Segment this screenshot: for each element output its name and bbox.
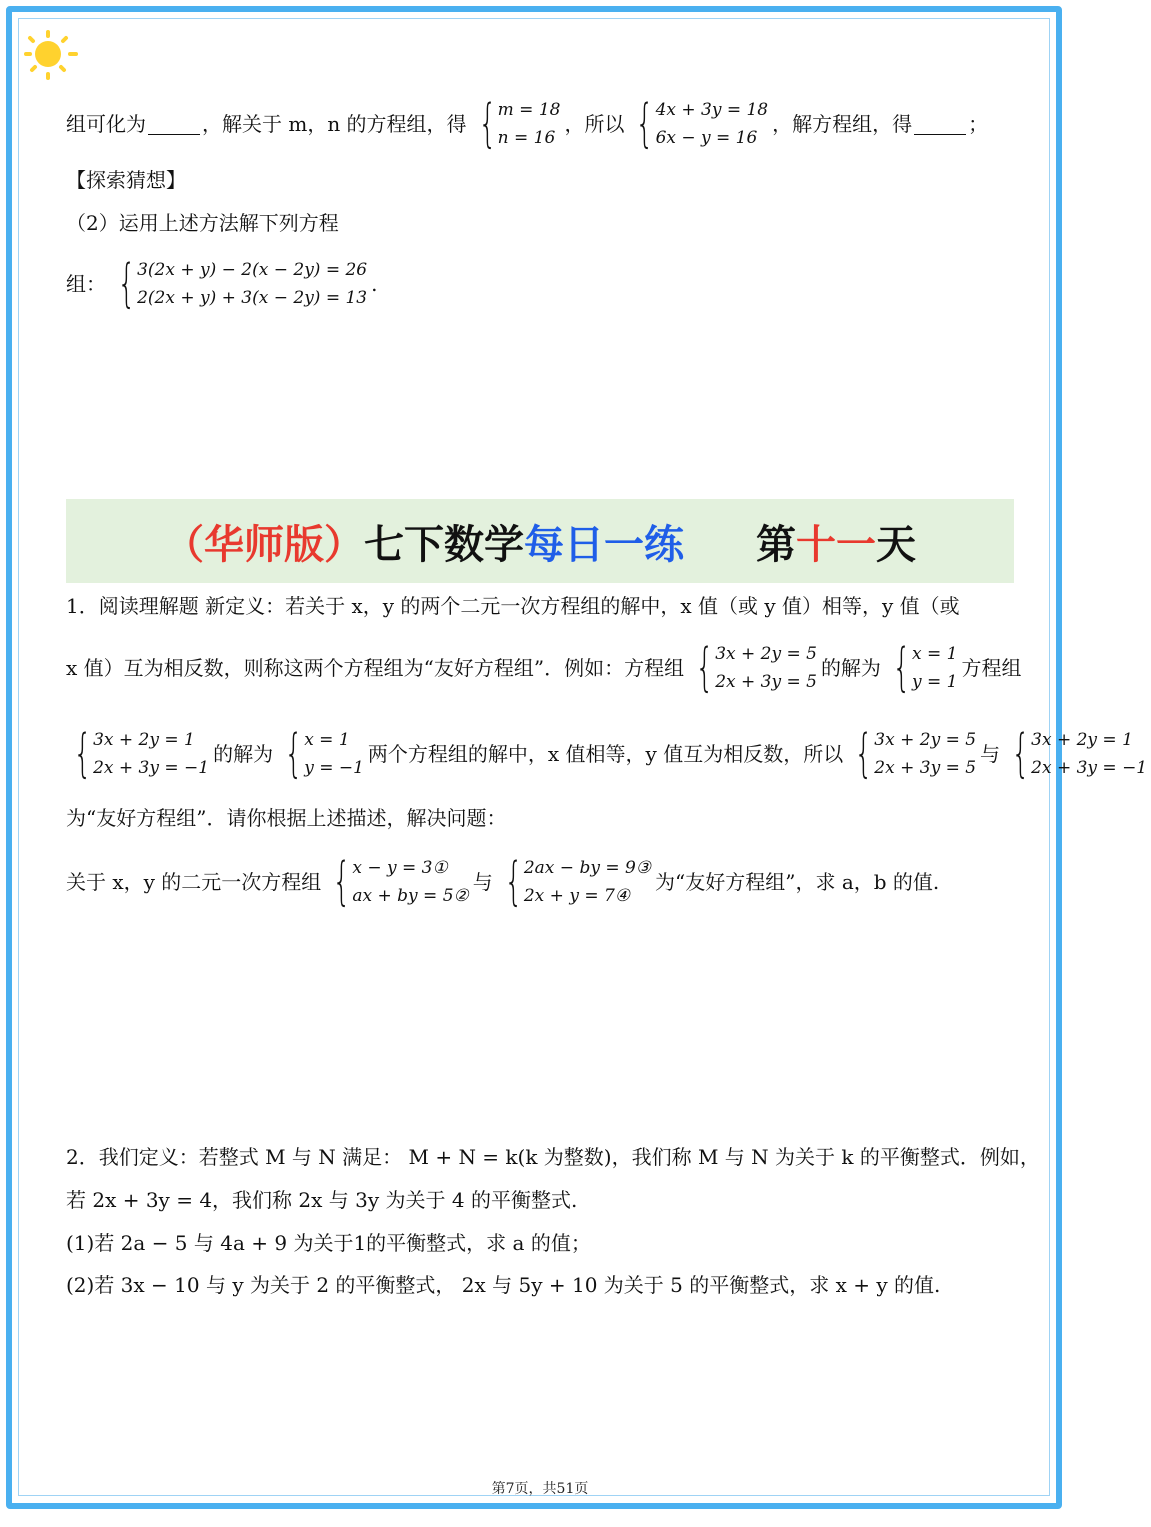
text: ； xyxy=(968,112,989,136)
text: 组可化为 xyxy=(66,112,146,136)
sun-icon xyxy=(16,12,86,82)
problem-2-line-2: 若 2x + 3y = 4，我们称 2x 与 3y 为关于 4 的平衡整式. xyxy=(66,1188,578,1212)
problem-2-part-1: (1)若 2a − 5 与 4a + 9 为关于1的平衡整式，求 a 的值； xyxy=(66,1231,591,1255)
problem-1-line-2: x 值）互为相反数，则称这两个方程组为“友好方程组”．例如：方程组 { 3x + 2y = 5 2x + 3y = 5 的解为 { x = 1 y = 1 方程组 xyxy=(66,638,1022,698)
problem-1-line-4: 为“友好方程组”．请你根据上述描述，解决问题： xyxy=(66,806,507,830)
text: ，所以 xyxy=(564,112,625,136)
section-heading: 【探索猜想】 xyxy=(66,168,186,192)
question-2: （2）运用上述方法解下列方程 xyxy=(66,211,339,235)
answer-blank[interactable] xyxy=(148,114,200,135)
question-2-system: 组： { 3(2x + y) − 2(x − 2y) = 26 2(2x + y) + 3(x − 2y) = 13 . xyxy=(66,254,378,314)
page-number: 第7页，共51页 xyxy=(491,1481,589,1497)
equation-system: { 4x + 3y = 18 6x − y = 16 xyxy=(635,94,769,154)
daily-practice-title: （华师版） 七下数学 每日一练 第 十一 天 xyxy=(66,499,1014,583)
problem-1-line-1: 1．阅读理解题 新定义：若关于 x，y 的两个二元一次方程组的解中，x 值（或 y 值）相等，y 值（或 xyxy=(66,594,960,618)
problem-1-line-3: { 3x + 2y = 1 2x + 3y = −1 的解为 { x = 1 y = −1 两个方程组的解中，x 值相等，y 值互为相反数，所以 { 3x + 2y = 5 2x + 3y = 5 与 { 3x + 2y = 1 2x + 3y = −1 xyxy=(73,724,1148,784)
text: ，解关于 m，n 的方程组，得 xyxy=(202,112,467,136)
problem-2-part-2: (2)若 3x − 10 与 y 为关于 2 的平衡整式， 2x 与 5y + 10 为关于 5 的平衡整式，求 x + y 的值. xyxy=(66,1273,941,1297)
answer-blank[interactable] xyxy=(914,114,966,135)
equation-system: { m = 18 n = 16 xyxy=(478,94,561,154)
problem-1-line-5: 关于 x，y 的二元一次方程组 { x − y = 3① ax + by = 5② 与 { 2ax − by = 9③ 2x + y = 7④ 为“友好方程组”，求 a，b 的值. xyxy=(66,852,940,912)
problem-2-line-1: 2．我们定义：若整式 M 与 N 满足： M + N = k(k 为整数)，我们称 M 与 N 为关于 k 的平衡整式．例如， xyxy=(66,1145,1040,1169)
text: ，解方程组，得 xyxy=(772,112,913,136)
continued-line xyxy=(66,96,988,152)
